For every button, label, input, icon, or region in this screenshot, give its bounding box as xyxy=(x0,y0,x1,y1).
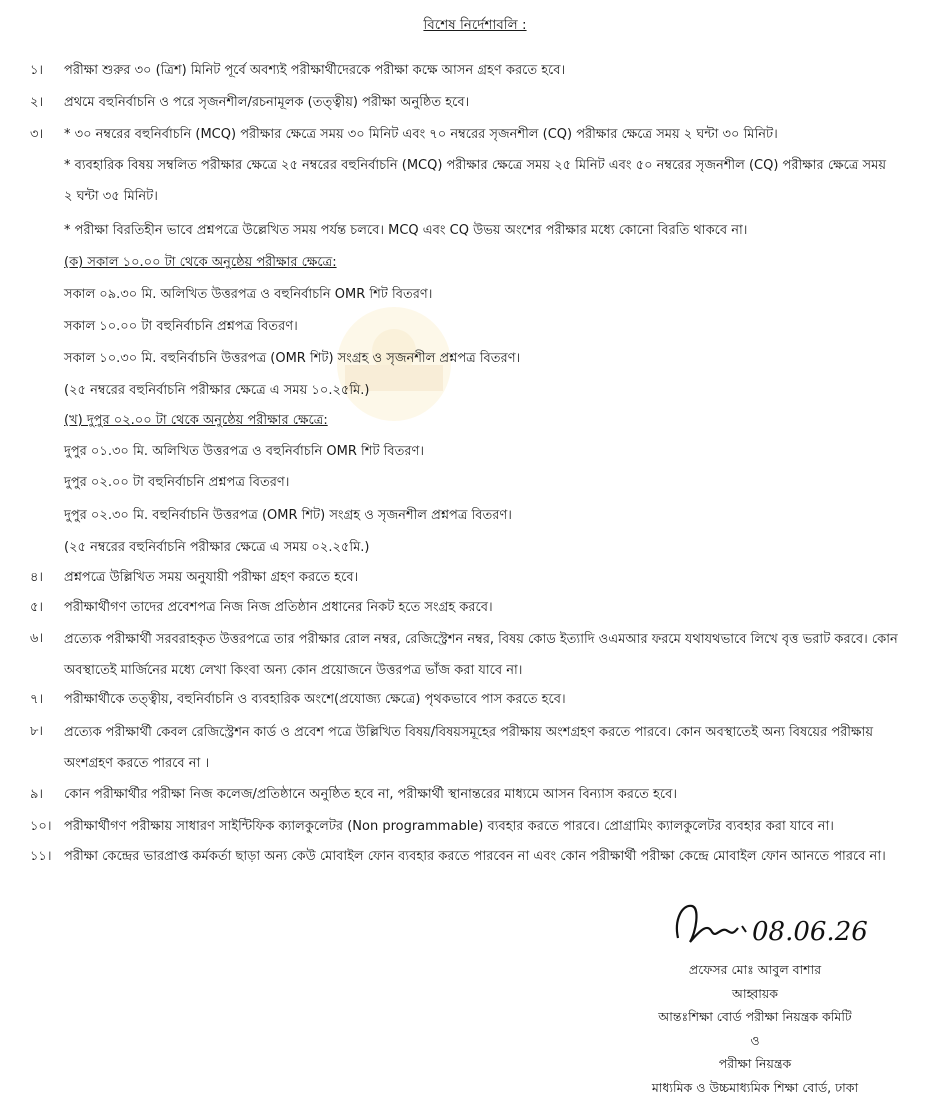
instruction-number: ৩। xyxy=(30,120,60,150)
morning-step-3: সকাল ১০.৩০ মি. বহুনির্বাচনি উত্তরপত্র (OMR শিট) সংগ্রহ ও সৃজনশীল প্রশ্নপত্র বিতরণ। xyxy=(64,344,520,374)
handwritten-signature xyxy=(672,898,892,958)
practical-note-line1: * ব্যবহারিক বিষয় সম্বলিত পরীক্ষার ক্ষেত্রে ২৫ নম্বরের বহুনির্বাচনি (MCQ) পরীক্ষার ক্ষেত্রে সময় ২৫ মিনিট এবং ৫০ নম্বরের সৃজনশীল (CQ) পরীক্ষার ক্ষেত্রে সময় xyxy=(64,151,886,181)
practical-note-line2: ২ ঘন্টা ৩৫ মিনিট। xyxy=(64,182,158,212)
signatory-title: পরীক্ষা নিয়ন্ত্রক xyxy=(600,1052,910,1076)
afternoon-heading: (খ) দুপুর ০২.০০ টা থেকে অনুষ্ঠেয় পরীক্ষার ক্ষেত্রে: xyxy=(64,406,328,436)
signatory-role: আহ্বায়ক xyxy=(600,982,910,1006)
signatory-committee: আন্তঃশিক্ষা বোর্ড পরীক্ষা নিয়ন্ত্রক কমিটি xyxy=(600,1005,910,1029)
instruction-text: পরীক্ষার্থীগণ তাদের প্রবেশপত্র নিজ নিজ প্রতিষ্ঠান প্রধানের নিকট হতে সংগ্রহ করবে। xyxy=(64,593,493,623)
instruction-text: পরীক্ষার্থীগণ পরীক্ষায় সাধারণ সাইন্টিফিক ক্যালকুলেটর (Non programmable) ব্যবহার করতে পারবে। প্রোগ্রামিং ক্যালকুলেটর ব্যবহার করা যাবে না। xyxy=(64,812,834,842)
afternoon-step-1: দুপুর ০১.৩০ মি. অলিখিত উত্তরপত্র ও বহুনির্বাচনি OMR শিট বিতরণ। xyxy=(64,437,424,467)
instruction-text: পরীক্ষার্থীকে তত্ত্বীয়, বহুনির্বাচনি ও ব্যবহারিক অংশে(প্রযোজ্য ক্ষেত্রে) পৃথকভাবে পাস করতে হবে। xyxy=(64,685,566,715)
signatory-and: ও xyxy=(600,1029,910,1053)
instruction-number: ৫। xyxy=(30,593,60,623)
instruction-text: পরীক্ষা শুরুর ৩০ (ত্রিশ) মিনিট পূর্বে অবশ্যই পরীক্ষার্থীদেরকে পরীক্ষা কক্ষে আসন গ্রহণ করতে হবে। xyxy=(64,56,565,86)
afternoon-step-2: দুপুর ০২.০০ টা বহুনির্বাচনি প্রশ্নপত্র বিতরণ। xyxy=(64,468,289,498)
instruction-text: * ৩০ নম্বরের বহুনির্বাচনি (MCQ) পরীক্ষার ক্ষেত্রে সময় ৩০ মিনিট এবং ৭০ নম্বরের সৃজনশীল (CQ) পরীক্ষার ক্ষেত্রে সময় ২ ঘন্টা ৩০ মিনিট। xyxy=(64,120,778,150)
instruction-text: কোন পরীক্ষার্থীর পরীক্ষা নিজ কলেজ/প্রতিষ্ঠানে অনুষ্ঠিত হবে না, পরীক্ষার্থী স্থানান্তরের মাধ্যমে আসন বিন্যাস করতে হবে। xyxy=(64,780,677,810)
notice-title: বিশেষ নির্দেশাবলি : xyxy=(0,14,950,37)
continuous-note: * পরীক্ষা বিরতিহীন ভাবে প্রশ্নপত্রে উল্লেখিত সময় পর্যন্ত চলবে। MCQ এবং CQ উভয় অংশের পরীক্ষার মধ্যে কোনো বিরতি থাকবে না। xyxy=(64,216,747,246)
signatory-board: মাধ্যমিক ও উচ্চমাধ্যমিক শিক্ষা বোর্ড, ঢাকা xyxy=(600,1076,910,1099)
instruction-number: ১১। xyxy=(30,842,60,872)
morning-step-1: সকাল ০৯.৩০ মি. অলিখিত উত্তরপত্র ও বহুনির্বাচনি OMR শিট বিতরণ। xyxy=(64,280,432,310)
instruction-number: ৪। xyxy=(30,563,60,593)
instruction-text: প্রত্যেক পরীক্ষার্থী সরবরাহকৃত উত্তরপত্রে তার পরীক্ষার রোল নম্বর, রেজিস্ট্রেশন নম্বর, বিষয় কোড ইত্যাদি ওএমআর ফরমে যথাযথভাবে লিখে বৃত্ত ভরাট করবে। কোন অবস্থাতেই মার্জিনের মধ্যে লেখা কিংবা অন্য কোন প্রয়োজনে উত্তরপত্র ভাঁজ করা যাবে না। xyxy=(64,624,924,686)
signatory-block xyxy=(600,958,910,1099)
afternoon-note: (২৫ নম্বরের বহুনির্বাচনি পরীক্ষার ক্ষেত্রে এ সময় ০২.২৫মি.) xyxy=(64,533,370,563)
svg-text:08.06.26: 08.06.26 xyxy=(752,917,868,947)
instruction-number: ৬। xyxy=(30,624,60,654)
morning-heading: (ক) সকাল ১০.০০ টা থেকে অনুষ্ঠেয় পরীক্ষার ক্ষেত্রে: xyxy=(64,248,337,278)
morning-step-2: সকাল ১০.০০ টা বহুনির্বাচনি প্রশ্নপত্র বিতরণ। xyxy=(64,312,298,342)
instruction-number: ৮। xyxy=(30,717,60,747)
instruction-text: প্রত্যেক পরীক্ষার্থী কেবল রেজিস্ট্রেশন কার্ড ও প্রবেশ পত্রে উল্লিখিত বিষয়/বিষয়সমূহের পরীক্ষায় অংশগ্রহণ করতে পারবে। কোন অবস্থাতেই অন্য বিষয়ের পরীক্ষায় অংশগ্রহণ করতে পারবে না । xyxy=(64,717,924,779)
instruction-number: ২। xyxy=(30,88,60,118)
instruction-text: প্রথমে বহুনির্বাচনি ও পরে সৃজনশীল/রচনামূলক (তত্ত্বীয়) পরীক্ষা অনুষ্ঠিত হবে। xyxy=(64,88,469,118)
instruction-number: ৯। xyxy=(30,780,60,810)
instruction-text: প্রশ্নপত্রে উল্লিখিত সময় অনুযায়ী পরীক্ষা গ্রহণ করতে হবে। xyxy=(64,563,358,593)
afternoon-step-3: দুপুর ০২.৩০ মি. বহুনির্বাচনি উত্তরপত্র (OMR শিট) সংগ্রহ ও সৃজনশীল প্রশ্নপত্র বিতরণ। xyxy=(64,501,512,531)
morning-note: (২৫ নম্বরের বহুনির্বাচনি পরীক্ষার ক্ষেত্রে এ সময় ১০.২৫মি.) xyxy=(64,376,369,406)
instruction-number: ৭। xyxy=(30,685,60,715)
instruction-text: পরীক্ষা কেন্দ্রের ভারপ্রাপ্ত কর্মকর্তা ছাড়া অন্য কেউ মোবাইল ফোন ব্যবহার করতে পারবেন না এবং কোন পরীক্ষার্থী পরীক্ষা কেন্দ্রে মোবাইল ফোন আনতে পারবে না। xyxy=(64,842,886,872)
signatory-name: প্রফেসর মোঃ আবুল বাশার xyxy=(600,958,910,982)
instruction-number: ১০। xyxy=(30,812,60,842)
instruction-number: ১। xyxy=(30,56,60,86)
